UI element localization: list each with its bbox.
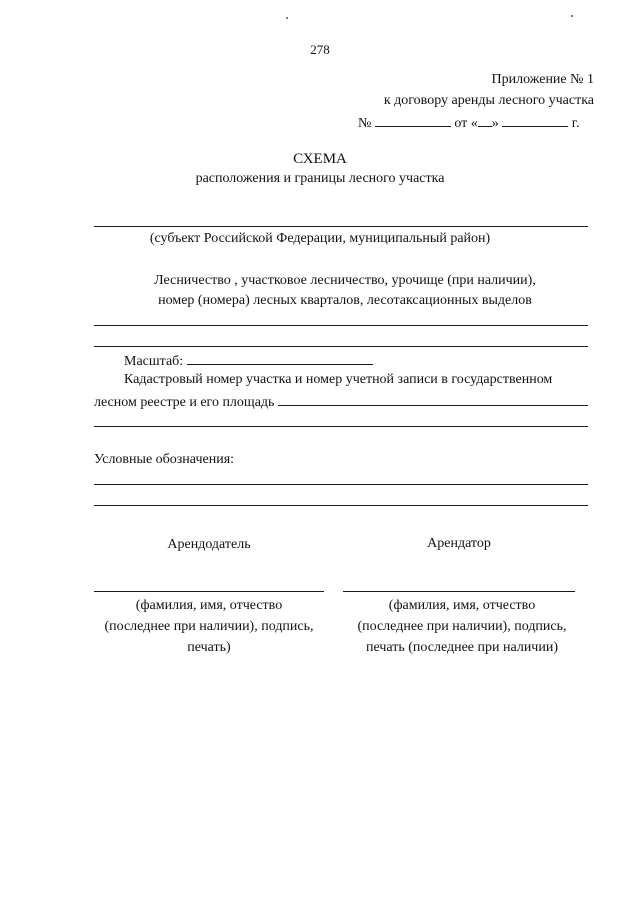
tenant-signature-line: [343, 591, 575, 592]
landlord-title: Арендодатель: [167, 537, 251, 552]
month-blank: [502, 114, 568, 127]
tenant-caption-3: печать (последнее при наличии): [365, 640, 558, 655]
landlord-caption-2: (последнее при наличии), подпись,: [104, 619, 314, 634]
date-from-label: от «: [454, 116, 478, 131]
scale-row: [124, 352, 373, 371]
legend-line: [94, 505, 588, 506]
document-subtitle: расположения и границы лесного участка: [195, 171, 445, 186]
legend-label: Условные обозначения:: [94, 452, 235, 467]
scale-blank: [187, 352, 373, 365]
landlord-signature-line: [94, 591, 324, 592]
cadastral-row-2: [94, 393, 588, 412]
cadastral-line: [94, 426, 588, 427]
forestry-line: [94, 346, 588, 347]
appendix-number-line: [358, 114, 579, 133]
document-title: СХЕМА: [293, 151, 347, 167]
cadastral-line-1: Кадастровый номер участка и номер учетной записи в государственном: [124, 372, 553, 387]
forestry-line: [94, 325, 588, 326]
tenant-title: Арендатор: [427, 536, 491, 551]
forestry-line-2: номер (номера) лесных кварталов, лесотаксационных выделов: [158, 293, 532, 308]
number-sign: №: [358, 116, 372, 131]
contract-number-blank: [375, 114, 451, 127]
subject-caption: (субъект Российской Федерации, муниципальный район): [149, 231, 491, 246]
date-quote-close: »: [491, 116, 499, 131]
appendix-contract: к договору аренды лесного участка: [383, 93, 594, 108]
cadastral-line-2: лесном реестре и его площадь: [94, 395, 275, 410]
tenant-caption-1: (фамилия, имя, отчество: [388, 598, 536, 613]
landlord-caption-1: (фамилия, имя, отчество: [135, 598, 283, 613]
scale-label: Масштаб:: [124, 354, 184, 369]
area-blank: [278, 393, 588, 406]
day-blank: [478, 114, 492, 127]
year-suffix: г.: [571, 116, 580, 131]
page-number: 278: [310, 42, 330, 57]
subject-line: [94, 226, 588, 227]
tenant-caption-2: (последнее при наличии), подпись,: [357, 619, 567, 634]
scan-speck: [286, 17, 288, 19]
landlord-caption-3: печать): [187, 640, 231, 655]
scan-speck: [571, 15, 573, 17]
appendix-title: Приложение № 1: [491, 72, 594, 87]
forestry-line-1: Лесничество , участковое лесничество, урочище (при наличии),: [154, 273, 536, 288]
legend-line: [94, 484, 588, 485]
